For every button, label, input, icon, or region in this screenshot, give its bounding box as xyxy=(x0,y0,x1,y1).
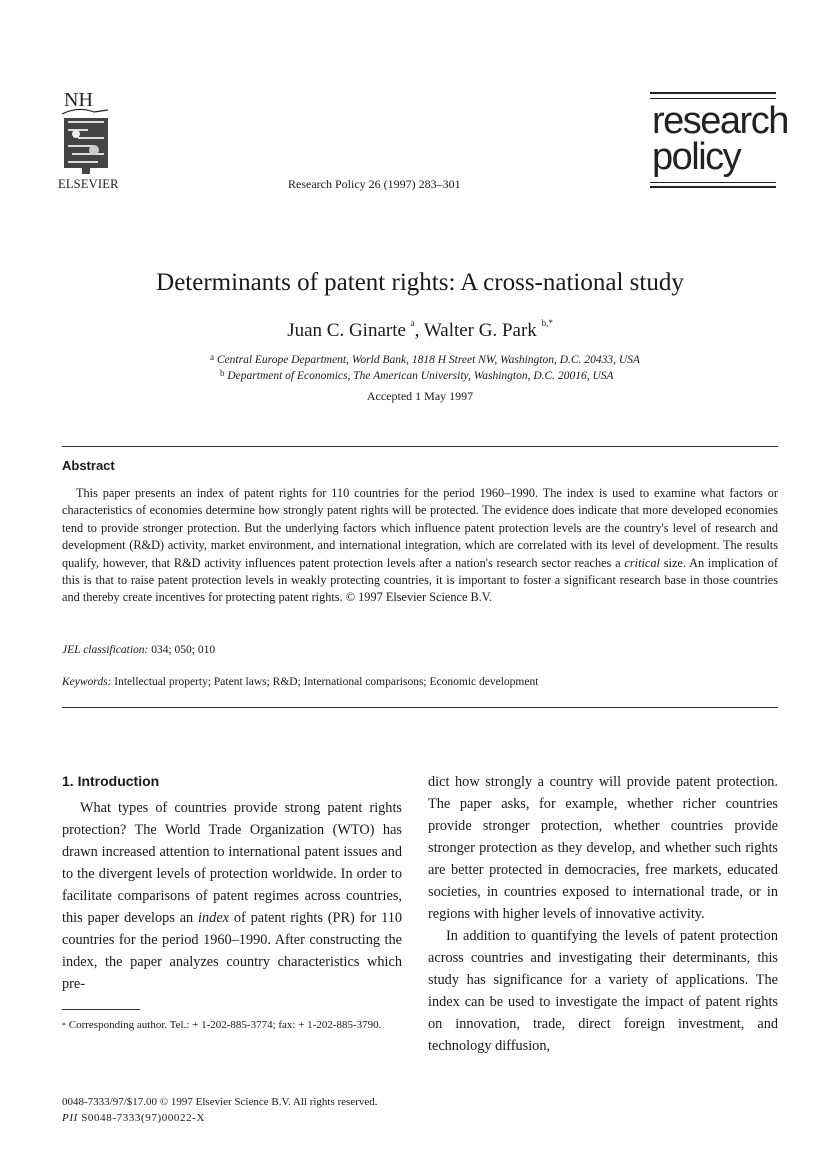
divider xyxy=(62,446,778,447)
pii-line xyxy=(62,1112,205,1124)
publisher-name: ELSEVIER xyxy=(58,177,119,191)
body-text: of patent rights (PR) for 110 countries for the period 1960–1990. After constructing the index, the paper analyzes country characteristics which pre- xyxy=(62,910,402,992)
paper-title: Determinants of patent rights: A cross-national study xyxy=(156,269,684,296)
copyright-line: 0048-7333/97/$17.00 © 1997 Elsevier Science B.V. All rights reserved. xyxy=(62,1096,378,1108)
body-paragraph: In addition to quantifying the levels of patent protection across countries and investigating their determinants, this study has significance for a variety of applications. The index can be used to investigate the impact of patent rights on innovation, trade, direct foreign investment, and technology diffusion, xyxy=(428,928,778,1054)
jel-value: 034; 050; 010 xyxy=(148,644,216,656)
abstract-text xyxy=(62,485,778,607)
logo-rule xyxy=(650,182,776,183)
publisher-logo xyxy=(58,88,116,178)
pii-value: S0048-7333(97)00022-X xyxy=(77,1112,206,1124)
body-column-right xyxy=(428,771,778,1057)
body-column-left xyxy=(62,797,402,995)
abstract-part: size. An implication of this is that to raise patent protection levels in weakly protecting countries, it is important to foster a significant research base in those countries and thereby create incentives for protecting patent rights. © 1997 Elsevier Science B.V. xyxy=(62,555,778,605)
accepted-date: Accepted 1 May 1997 xyxy=(366,389,474,403)
footnote-text: Corresponding author. Tel.: + 1-202-885-3774; fax: + 1-202-885-3790. xyxy=(66,1019,382,1031)
logo-word-research: research xyxy=(652,100,788,142)
affiliation-mark: a xyxy=(210,352,214,362)
publisher-mark: NH xyxy=(64,89,93,111)
author-mark: b,* xyxy=(541,318,553,328)
author-name: Juan C. Ginarte xyxy=(287,320,406,341)
body-paragraph: dict how strongly a country will provide patent protection. The paper asks, for example, whether richer countries provide stronger protection, whether countries provide stronger protection as they develop, and whether such rights are better protected in democracies, free markets, educated societies, in countries exposed to international trade, or in regions with higher levels of innovative activity. xyxy=(428,774,778,922)
journal-logo xyxy=(650,92,788,188)
abstract-part: This paper presents an index of patent rights for 110 countries for the period 1960–1990. The index is used to examine what factors or characteristics of economies determine how strongly patent rights will be protected. The evidence does indicate that more developed economies tend to provide stronger protection. But the underlying factors which influence patent protection levels are the country's level of research and development (R&D) activity, market environment, and international integration, which are correlated with its level of development. The results qualify, however, that R&D activity influences patent protection levels after a nation's research sector reaches a xyxy=(62,486,778,570)
keywords-value: Intellectual property; Patent laws; R&D; International comparisons; Economic development xyxy=(111,676,539,688)
keywords-label: Keywords: xyxy=(62,676,112,688)
affiliation xyxy=(220,370,614,382)
elsevier-tree-icon xyxy=(58,88,116,178)
author-list: Juan C. Ginarte $^a$, Walter G. Park $^{b,*}$ xyxy=(287,318,553,341)
footnote-rule xyxy=(62,1009,140,1010)
body-emphasis: index xyxy=(198,910,230,926)
footnote-mark: * xyxy=(62,1021,66,1030)
abstract-heading: Abstract xyxy=(62,458,115,473)
section-heading: 1. Introduction xyxy=(62,773,160,789)
divider xyxy=(62,707,778,708)
affiliation xyxy=(210,354,640,366)
jel-classification xyxy=(62,644,215,656)
pii-label: PII xyxy=(62,1112,78,1124)
keywords xyxy=(62,676,538,688)
body-text: What types of countries provide strong patent rights protection? The World Trade Organization (WTO) has drawn increased attention to international patent issues and to the divergent levels of protection worldwide. In order to facilitate comparisons of patent regimes across countries, this paper develops an xyxy=(62,800,402,926)
logo-rule xyxy=(650,186,776,188)
journal-citation: Research Policy 26 (1997) 283–301 xyxy=(288,177,461,191)
logo-rule xyxy=(650,92,776,94)
author-mark: a xyxy=(410,318,415,328)
author-name: Walter G. Park xyxy=(423,320,537,341)
jel-label: JEL classification: xyxy=(62,644,149,656)
logo-rule xyxy=(650,98,776,99)
abstract-emphasis: critical xyxy=(624,555,660,570)
affiliation-text: Central Europe Department, World Bank, 1818 H Street NW, Washington, D.C. 20433, USA xyxy=(216,354,640,366)
footnote xyxy=(62,1017,402,1034)
affiliation-mark: b xyxy=(220,368,225,378)
affiliation-text: Department of Economics, The American University, Washington, D.C. 20016, USA xyxy=(227,370,614,382)
logo-word-policy: policy xyxy=(652,136,741,178)
